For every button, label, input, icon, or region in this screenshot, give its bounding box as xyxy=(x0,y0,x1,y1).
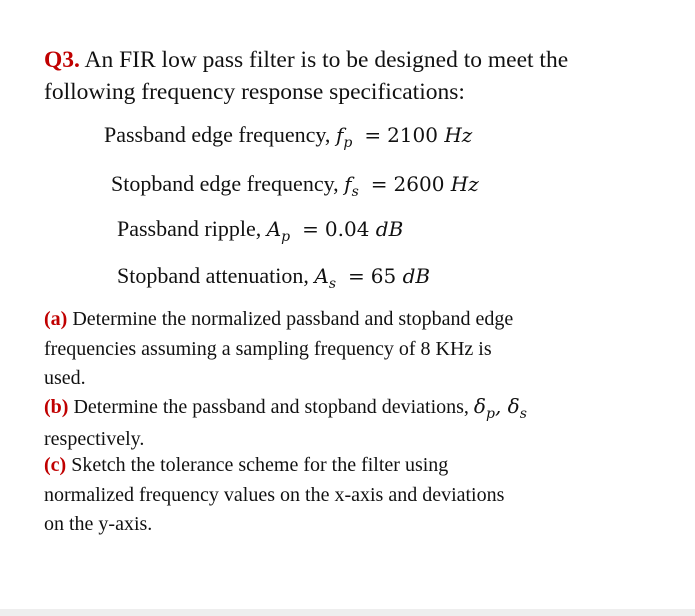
part-b xyxy=(44,392,604,454)
spec-label: Passband ripple, xyxy=(117,216,262,241)
spec-stopband-edge xyxy=(111,169,479,202)
part-c-line1: Sketch the tolerance scheme for the filter using xyxy=(71,454,449,476)
spec-stopband-attenuation xyxy=(117,261,430,294)
spec-value: 2100 Hz xyxy=(387,123,473,147)
equals-sign: = xyxy=(348,264,365,288)
spec-label: Passband edge frequency, xyxy=(104,122,331,147)
question-heading xyxy=(44,44,664,108)
spec-symbol: $f_s$ xyxy=(344,172,359,200)
bottom-strip xyxy=(0,609,695,616)
part-a-line3: used. xyxy=(44,367,86,389)
spec-value: 2600 Hz xyxy=(393,172,479,196)
spec-value: 65 dB xyxy=(370,264,431,288)
spec-passband-ripple xyxy=(117,214,403,247)
equals-sign: = xyxy=(364,123,382,147)
equals-sign: = xyxy=(370,172,388,196)
part-b-line2: respectively. xyxy=(44,427,145,450)
part-a-line1: Determine the normalized passband and stopband edge xyxy=(72,308,514,330)
part-b-line1: Determine the passband and stopband deviations, xyxy=(73,396,469,418)
part-c-line2: normalized frequency values on the x-axis and deviations xyxy=(44,483,505,506)
part-c-line3: on the y-axis. xyxy=(44,513,153,535)
spec-symbol: $A_p$ xyxy=(266,217,291,245)
part-c-label: (c) xyxy=(44,454,67,476)
question-number: Q3. xyxy=(44,47,80,73)
part-b-label: (b) xyxy=(44,396,69,418)
part-a xyxy=(44,305,584,394)
part-a-label: (a) xyxy=(44,308,68,330)
spec-label: Stopband attenuation, xyxy=(117,263,309,288)
equals-sign: = xyxy=(302,217,319,241)
spec-symbol: $A_s$ xyxy=(314,264,336,292)
delta-symbols: $\delta_p$, $\delta_s$ xyxy=(473,394,527,422)
spec-passband-edge xyxy=(104,120,472,153)
part-a-line2: frequencies assuming a sampling frequency of 8 KHz is xyxy=(44,337,492,360)
question-intro-line2: following frequency response specifications: xyxy=(44,79,465,105)
question-intro-line1: An FIR low pass filter is to be designed to meet the xyxy=(84,47,569,73)
part-c xyxy=(44,451,584,540)
spec-value: 0.04 dB xyxy=(324,217,404,241)
spec-symbol: $f_p$ xyxy=(335,123,353,151)
spec-label: Stopband edge frequency, xyxy=(111,171,339,196)
